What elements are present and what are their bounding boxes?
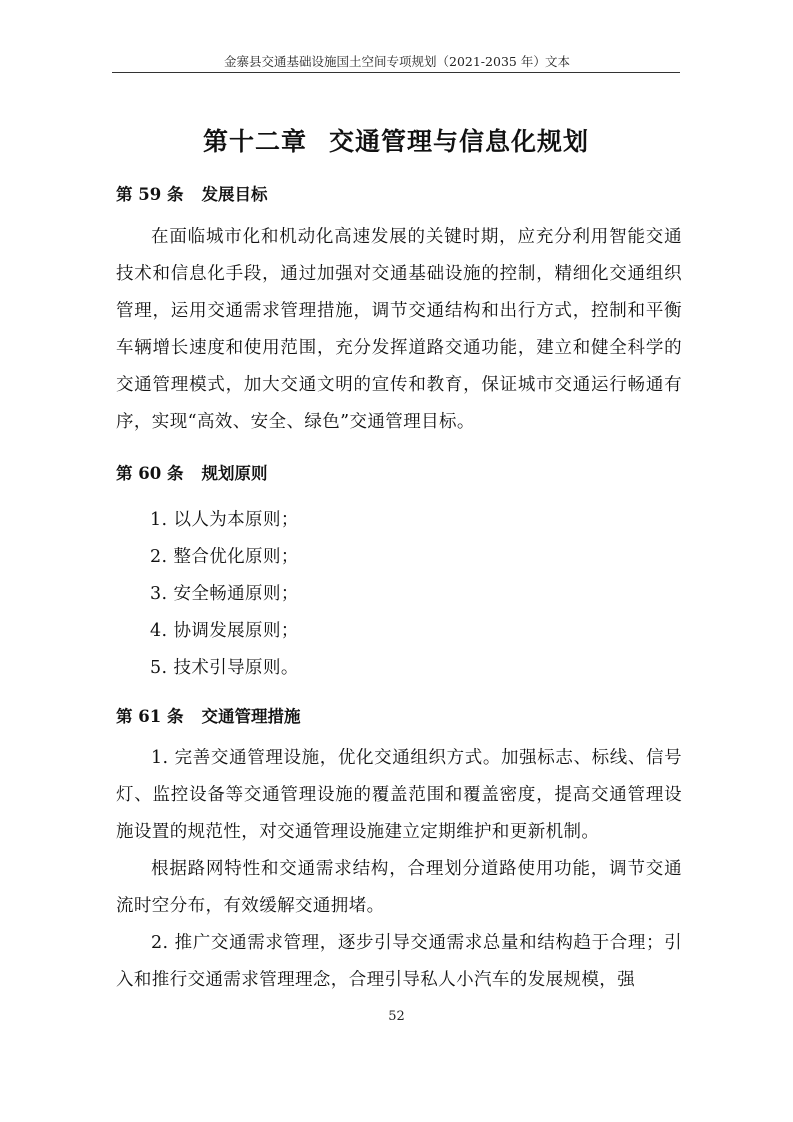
article-number: 第 60 条 [116,464,184,483]
page-number: 52 [388,1009,405,1024]
article-title: 发展目标 [201,185,268,204]
paragraph: 1. 完善交通管理设施，优化交通组织方式。加强标志、标线、信号灯、监控设备等交通管理设施的覆盖范围和覆盖密度，提高交通管理设施设置的规范性，对交通管理设施建立定期维护和更新机制。 [116,748,682,842]
list-item: 2. 整合优化原则； [150,547,299,567]
article-title: 规划原则 [201,464,268,483]
list-item: 4. 协调发展原则； [150,621,299,641]
article-heading [116,181,267,205]
list-item: 3. 安全畅通原则； [150,584,299,604]
paragraph: 2. 推广交通需求管理，逐步引导交通需求总量和结构趋于合理；引入和推行交通需求管理理念，合理引导私人小汽车的发展规模，强 [116,933,682,990]
list-item: 5. 技术引导原则。 [150,658,299,678]
chapter-number: 第十二章 [202,127,307,156]
chapter-title: 交通管理与信息化规划 [329,127,590,156]
list-item: 1. 以人为本原则； [150,510,299,530]
paragraph: 在面临城市化和机动化高速发展的关键时期，应充分利用智能交通技术和信息化手段，通过加强对交通基础设施的控制，精细化交通组织管理，运用交通需求管理措施，调节交通结构和出行方式，控制和平衡车辆增长速度和使用范围，充分发挥道路交通功能，建立和健全科学的交通管理模式，加大交通文明的宣传和教育，保证城市交通运行畅通有序，实现“高效、安全、绿色”交通管理目标。 [116,227,682,432]
article-heading [116,460,267,484]
chapter-heading [112,122,680,158]
article-number: 第 61 条 [116,707,184,726]
paragraph: 根据路网特性和交通需求结构，合理划分道路使用功能，调节交通流时空分布，有效缓解交通拥堵。 [116,859,682,916]
header-divider [112,72,680,73]
header-section-label: 文本 [545,54,571,69]
article-number: 第 59 条 [116,185,184,204]
header-document-title: 金寨县交通基础设施国土空间专项规划（2021-2035 年） [224,54,546,69]
article-heading [116,703,300,727]
article-title: 交通管理措施 [201,707,301,726]
